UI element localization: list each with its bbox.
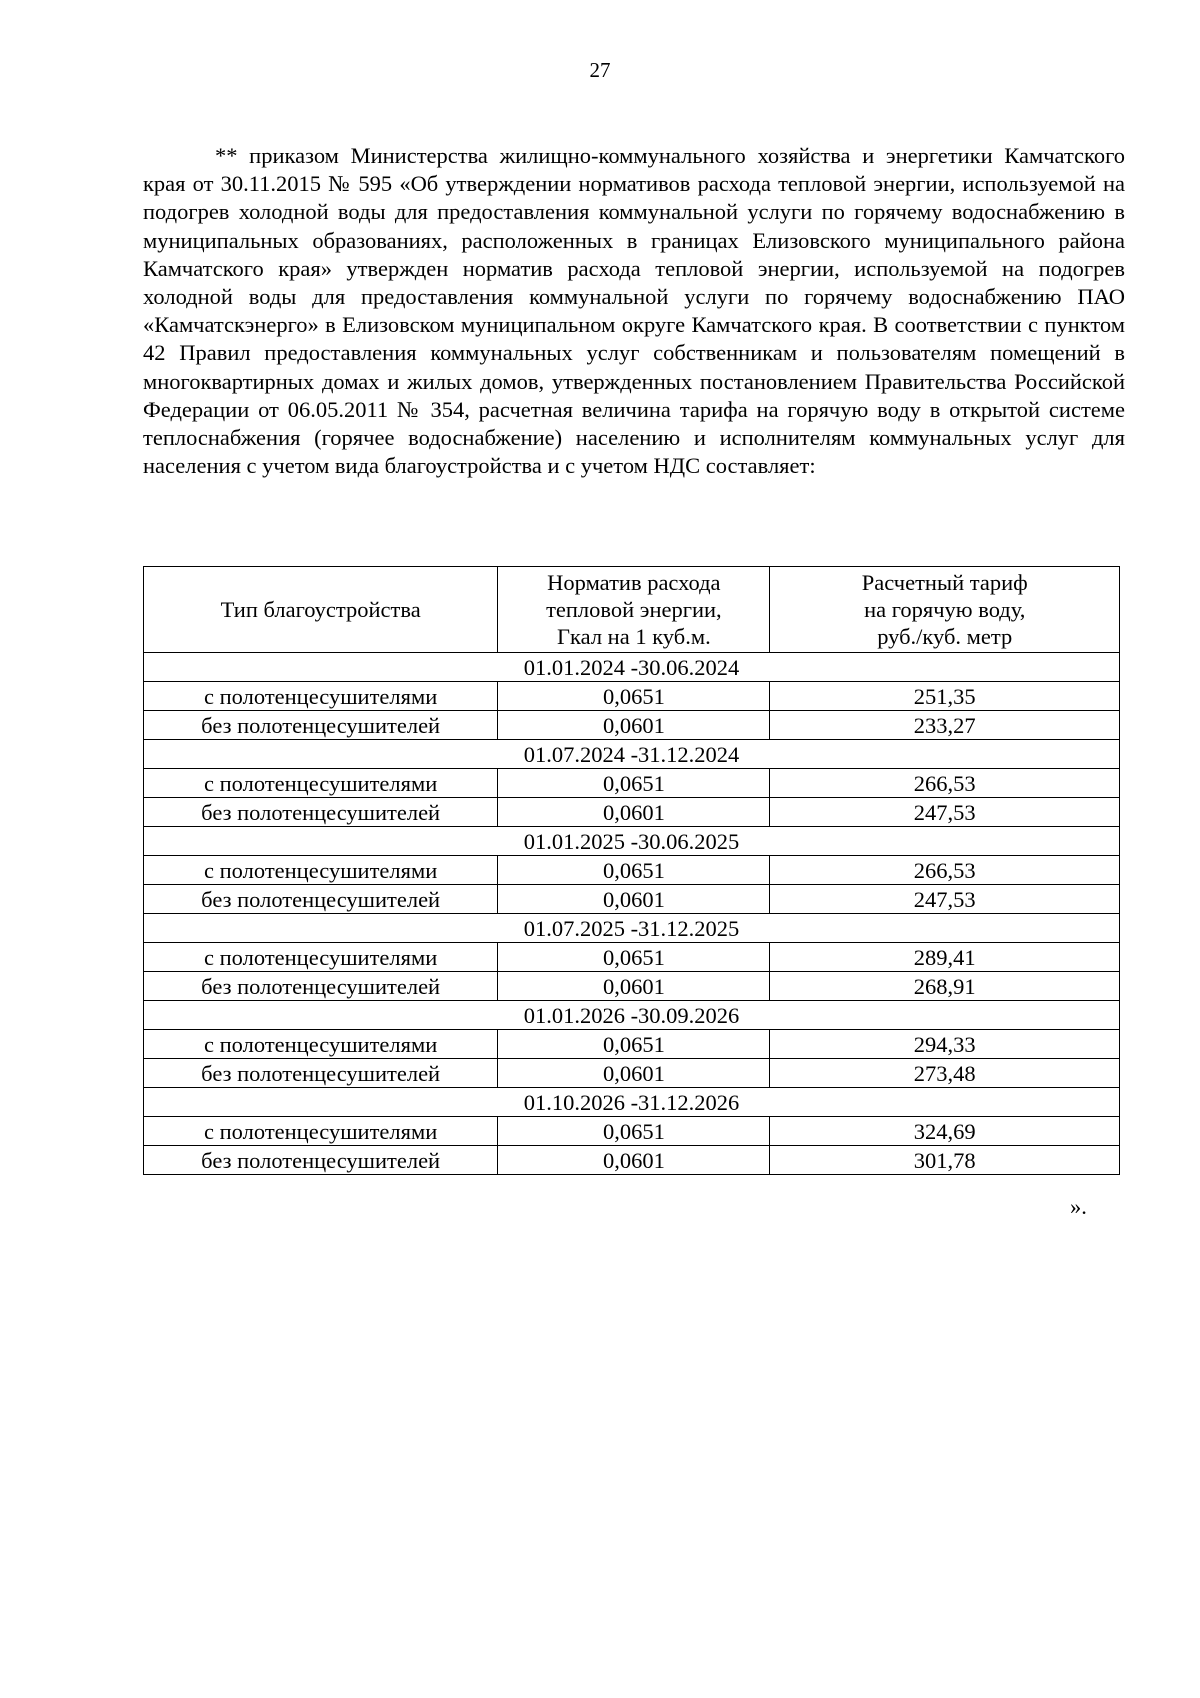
header-tariff-line-1: Расчетный тариф: [861, 570, 1028, 595]
type-cell: без полотенцесушителей: [144, 885, 498, 914]
header-tariff: [770, 567, 1120, 653]
table-row: [144, 682, 1120, 711]
norm-cell: 0,0601: [498, 711, 770, 740]
norm-cell: 0,0601: [498, 885, 770, 914]
norm-cell: 0,0651: [498, 769, 770, 798]
closing-quote: ».: [1070, 1194, 1087, 1219]
header-norm-line-3: Гкал на 1 куб.м.: [557, 624, 711, 649]
tariff-cell: 247,53: [770, 885, 1120, 914]
table-row: [144, 972, 1120, 1001]
type-cell: с полотенцесушителями: [144, 856, 498, 885]
tariff-cell: 324,69: [770, 1117, 1120, 1146]
table-row: [144, 1059, 1120, 1088]
period-label: 01.07.2025 -31.12.2025: [144, 914, 1120, 943]
period-label: 01.01.2025 -30.06.2025: [144, 827, 1120, 856]
period-row: [144, 1088, 1120, 1117]
norm-cell: 0,0601: [498, 1146, 770, 1175]
table-row: [144, 856, 1120, 885]
type-cell: без полотенцесушителей: [144, 972, 498, 1001]
tariff-cell: 247,53: [770, 798, 1120, 827]
table-row: [144, 885, 1120, 914]
header-tariff-line-2: на горячую воду,: [864, 597, 1026, 622]
tariff-cell: 251,35: [770, 682, 1120, 711]
tariff-table: [143, 566, 1120, 1175]
period-label: 01.01.2026 -30.09.2026: [144, 1001, 1120, 1030]
type-cell: без полотенцесушителей: [144, 798, 498, 827]
table-header-row: [144, 567, 1120, 653]
tariff-cell: 266,53: [770, 769, 1120, 798]
norm-cell: 0,0651: [498, 1117, 770, 1146]
tariff-cell: 233,27: [770, 711, 1120, 740]
norm-cell: 0,0651: [498, 682, 770, 711]
tariff-cell: 268,91: [770, 972, 1120, 1001]
body-paragraph: ** приказом Министерства жилищно-коммунального хозяйства и энергетики Камчатского края от 30.11.2015 № 595 «Об утверждении нормативов расхода тепловой энергии, используемой на подогрев холодной воды для предоставления коммунальной услуги по горячему водоснабжению в муниципальных образованиях, расположенных в границах Елизовского муниципального района Камчатского края» утвержден норматив расхода тепловой энергии, используемой на подогрев холодной воды для предоставления коммунальной услуги по горячему водоснабжению ПАО «Камчатскэнерго» в Елизовском муниципальном округе Камчатского края. В соответствии с пунктом 42 Правил предоставления коммунальных услуг собственникам и пользователям помещений в многоквартирных домах и жилых домов, утвержденных постановлением Правительства Российской Федерации от 06.05.2011 № 354, расчетная величина тарифа на горячую воду в открытой системе теплоснабжения (горячее водоснабжение) населению и исполнителям коммунальных услуг для населения с учетом вида благоустройства и с учетом НДС составляет:: [143, 143, 1125, 479]
header-norm-line-1: Норматив расхода: [547, 570, 721, 595]
header-tariff-line-3: руб./куб. метр: [877, 624, 1013, 649]
period-label: 01.10.2026 -31.12.2026: [144, 1088, 1120, 1117]
norm-cell: 0,0651: [498, 943, 770, 972]
tariff-cell: 266,53: [770, 856, 1120, 885]
norm-cell: 0,0651: [498, 856, 770, 885]
period-row: [144, 1001, 1120, 1030]
table-row: [144, 1117, 1120, 1146]
type-cell: без полотенцесушителей: [144, 711, 498, 740]
type-cell: с полотенцесушителями: [144, 769, 498, 798]
table-row: [144, 769, 1120, 798]
period-row: [144, 827, 1120, 856]
table-row: [144, 711, 1120, 740]
table-row: [144, 943, 1120, 972]
period-row: [144, 653, 1120, 682]
norm-cell: 0,0651: [498, 1030, 770, 1059]
norm-cell: 0,0601: [498, 1059, 770, 1088]
type-cell: с полотенцесушителями: [144, 943, 498, 972]
period-label: 01.07.2024 -31.12.2024: [144, 740, 1120, 769]
table-row: [144, 1146, 1120, 1175]
type-cell: без полотенцесушителей: [144, 1059, 498, 1088]
type-cell: с полотенцесушителями: [144, 1030, 498, 1059]
page-number: 27: [589, 58, 611, 82]
tariff-cell: 289,41: [770, 943, 1120, 972]
period-row: [144, 914, 1120, 943]
type-cell: с полотенцесушителями: [144, 682, 498, 711]
norm-cell: 0,0601: [498, 798, 770, 827]
type-cell: с полотенцесушителями: [144, 1117, 498, 1146]
tariff-cell: 301,78: [770, 1146, 1120, 1175]
header-type: Тип благоустройства: [144, 567, 498, 653]
header-norm: [498, 567, 770, 653]
tariff-cell: 273,48: [770, 1059, 1120, 1088]
norm-cell: 0,0601: [498, 972, 770, 1001]
period-row: [144, 740, 1120, 769]
table-body: [144, 653, 1120, 1175]
table-row: [144, 1030, 1120, 1059]
header-norm-line-2: тепловой энергии,: [546, 597, 722, 622]
type-cell: без полотенцесушителей: [144, 1146, 498, 1175]
tariff-cell: 294,33: [770, 1030, 1120, 1059]
table-row: [144, 798, 1120, 827]
period-label: 01.01.2024 -30.06.2024: [144, 653, 1120, 682]
